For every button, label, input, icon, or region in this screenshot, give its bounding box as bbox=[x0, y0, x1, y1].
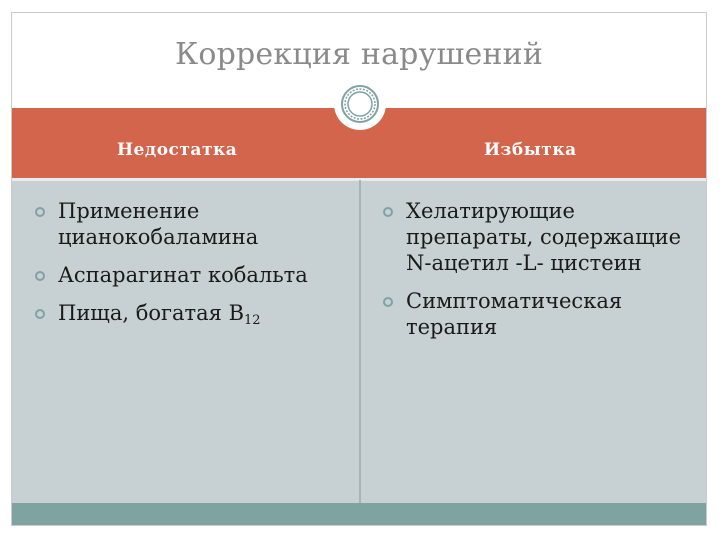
list-item-text: Симптоматическая терапия bbox=[406, 289, 623, 339]
list-item bbox=[383, 288, 698, 340]
subscript: 12 bbox=[244, 313, 261, 328]
list-item bbox=[35, 300, 355, 334]
circle-ornament-icon bbox=[334, 78, 386, 130]
list-item-text: Пища, богатая B bbox=[58, 301, 245, 325]
bullet-icon bbox=[35, 271, 45, 281]
footer-band bbox=[12, 503, 706, 525]
bullet-icon bbox=[383, 297, 393, 307]
list-item-text: Применение цианокобаламина bbox=[58, 199, 259, 249]
list-item bbox=[383, 198, 698, 276]
list-item bbox=[35, 198, 355, 250]
column-header-left: Недостатка bbox=[117, 140, 238, 160]
slide-title: Коррекция нарушений bbox=[174, 37, 544, 72]
left-column-list bbox=[35, 198, 355, 346]
bullet-icon bbox=[35, 207, 45, 217]
bullet-icon bbox=[35, 309, 45, 319]
list-item-text: Хелатирующие препараты, содержащие N-ацетил -L- цистеин bbox=[406, 199, 682, 275]
column-divider bbox=[359, 180, 361, 503]
column-header-right: Избытка bbox=[484, 140, 577, 160]
right-column-list bbox=[383, 198, 698, 352]
bullet-icon bbox=[383, 207, 393, 217]
list-item-text: Аспарагинат кобальта bbox=[58, 263, 308, 287]
list-item bbox=[35, 262, 355, 288]
